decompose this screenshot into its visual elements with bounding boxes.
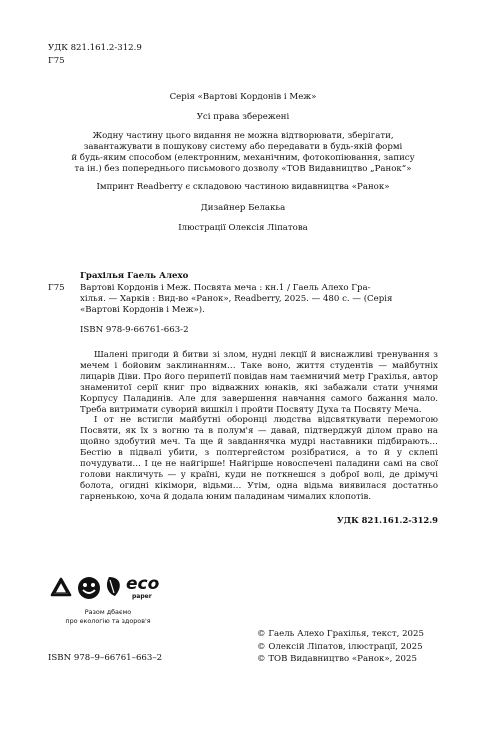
eco-badge (48, 573, 168, 607)
notice-line: завантажувати в пошукову систему або передавати в будь-якій формі (83, 142, 403, 152)
copyright-text-line: © Гаель Алехо Грахілья, текст, 2025 (257, 629, 424, 639)
eco-logo-text: eco (126, 574, 160, 594)
author-heading: Грахілья Гаель Алехо (80, 271, 189, 281)
copyright-block (257, 628, 424, 666)
eco-logo-subtext: paper (132, 593, 152, 600)
catalog-code: Г75 (48, 283, 65, 293)
illustrator-credit: Ілюстрації Олексія Ліпатова (178, 223, 308, 233)
designer-credit: Дизайнер Белакьа (200, 203, 286, 213)
eco-caption-line: про екологію та здоров'я (65, 617, 151, 625)
copyright-illustration-line: © Олексій Ліпатов, ілюстрації, 2025 (257, 641, 423, 652)
catalog-desc-line: «Вартові Кордонів і Меж»). (80, 305, 205, 315)
catalog-description (80, 283, 438, 316)
series-line: Серія «Вартові Кордонів і Меж» (169, 92, 317, 102)
recycle-icon (52, 579, 70, 595)
rights-line: Усі права збережені (196, 112, 290, 122)
copyright-notice (48, 131, 438, 175)
notice-line: та ін.) без попереднього письмового дозволу «ТОВ Видавництво „Ранок“» (74, 164, 412, 174)
copyright-publisher-line: © ТОВ Видавництво «Ранок», 2025 (257, 654, 417, 664)
publisher-imprint: Імпринт Readberry є складовою частиною видавництва «Ранок» (96, 182, 390, 192)
notice-line: й будь-яким способом (електронним, механічним, фотокопіювання, запису (71, 153, 415, 163)
udk-header: УДК 821.161.2-312.9 (48, 43, 142, 53)
catalog-desc-line: Вартові Кордонів і Меж. Посвята меча : кн.1 / Гаель Алехо Гра- (80, 283, 371, 293)
udk-footer: УДК 821.161.2-312.9 (336, 515, 438, 525)
eco-caption-line: Разом дбаємо (84, 608, 132, 616)
catalog-isbn: ISBN 978-9-66761-663-2 (80, 325, 189, 335)
annotation-paragraph-1: Шалені пригоди й битви зі злом, нудні лекції й виснажливі тренування з мечем і бойовим заклинанням… Таке воно, життя студентів — майбутніх лицарів Діви. Про його перипетії повідав нам таємничий метр Грахілья, автор знаменитої серії книг про відважних юнаків, які забажали стати учнями Корпусу Паладинів. Але для завершення навчання самого бажання мало. Треба витримати суворий вишкіл і пройти Посвяту Духа та Посвяту Меча. (80, 350, 438, 415)
smile-icon (78, 577, 100, 599)
annotation-paragraph-2: І от не встигли майбутні оборонці людства відсвяткувати перемогою Посвяти, як їх з вогню та в полум'я — давай, підтверджуй ділом право на щойно здобутий меч. Та ще й завданнячка мудрі наставники підбирають… Бестію в підвалі убити, з полтергейстом розібратися, а то й у склепі почудувати… І це не найгірше! Найгірше новоспечені паладини самі на свої голови накличуть — у країні, куди не поткнешся з доброї волі, де дрімучі болота, огидні кікімори, відьми… Утім, одна відьма виявилася достатньо гарненькою, хоча й додала юним паладинам чималих клопотів. (80, 415, 438, 502)
catalog-desc-line: хілья. — Харків : Вид-во «Ранок», Readberry, 2025. — 480 с. — (Серія (80, 294, 393, 304)
footer-isbn: ISBN 978–9–66761–663–2 (48, 653, 163, 663)
classification-code: Г75 (48, 56, 65, 66)
eco-caption (48, 608, 168, 626)
notice-line: Жодну частину цього видання не можна відтворювати, зберігати, (92, 131, 394, 141)
leaf-icon (107, 577, 120, 596)
